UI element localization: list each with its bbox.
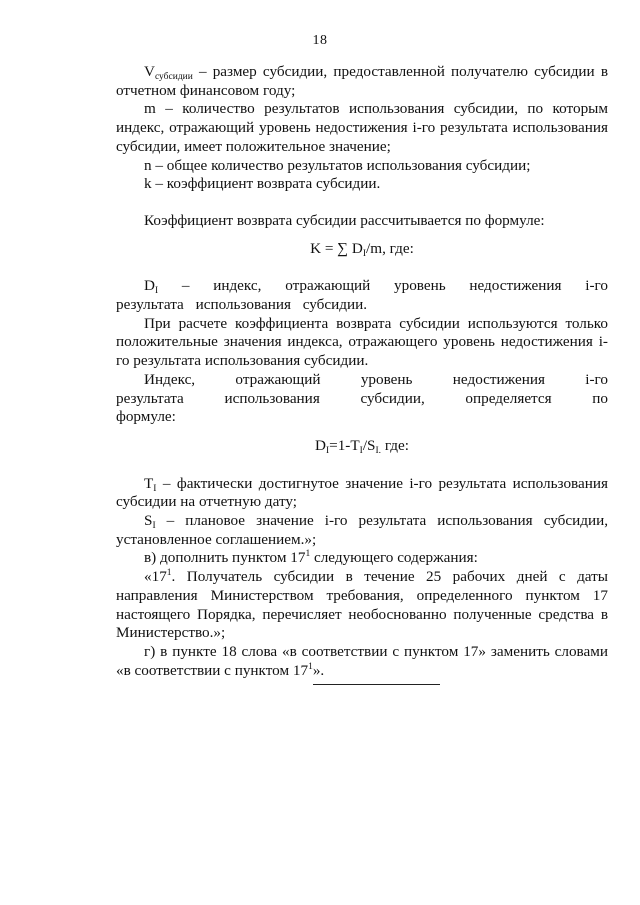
definition-v: [116, 63, 608, 100]
clause-17-1: [116, 568, 608, 643]
definition-n: n – общее количество результатов использования субсидии;: [144, 156, 531, 174]
v-subscript: субсидии: [154, 72, 193, 82]
t-subscript: I: [153, 483, 157, 494]
s-symbol: S: [144, 512, 153, 530]
d-formula-part-1: D: [315, 436, 326, 454]
page-number: 18: [312, 33, 328, 48]
amendment-g: [116, 643, 608, 680]
s-definition-text: – плановое значение i-го результата использования субсидии, установленное соглашением.»;: [116, 512, 608, 548]
t-symbol: T: [144, 474, 154, 492]
definition-d: [116, 277, 608, 314]
amendment-v-sup: 1: [305, 549, 311, 560]
v-definition-text: – размер субсидии, предоставленной получателю субсидии в отчетном финансовом году;: [116, 63, 608, 99]
d-formula: [116, 437, 608, 456]
amendment-v-suffix: следующего содержания:: [310, 549, 478, 567]
clause-17-1-text: . Получатель субсидии в течение 25 рабочих дней с даты направления Министерством требования, определенного пунктом 17 настоящего Порядка, перечисляет необоснованно полученные средства в Министерство.»;: [116, 568, 608, 642]
definition-k: k – коэффициент возврата субсидии.: [144, 175, 381, 193]
amendment-g-sup: 1: [308, 661, 313, 672]
definition-m: m – количество результатов использования субсидии, по которым индекс, отражающий уровень недостижения i-го результата использования субсидии, имеет положительное значение;: [116, 100, 608, 155]
index-formula-intro: Индекс, отражающий уровень недостижения i-го результата использования субсидии, определяется по формуле:: [116, 370, 608, 426]
k-formula-intro: Коэффициент возврата субсидии рассчитывается по формуле:: [144, 211, 545, 229]
k-formula: [116, 240, 608, 259]
d-formula-sub-1: I: [325, 445, 330, 456]
definition-s: [116, 512, 608, 549]
amendment-g-suffix: ».: [312, 661, 325, 679]
d-formula-part-2: =1-T: [329, 436, 360, 454]
positive-values-note: При расчете коэффициента возврата субсидии используются только положительные значения индекса, отражающего уровень недостижения i-го результата использования субсидии.: [116, 314, 608, 370]
d-symbol: D: [144, 277, 155, 295]
document-body: [116, 63, 608, 680]
v-symbol: V: [144, 63, 155, 80]
d-formula-sub-2: I: [359, 445, 363, 456]
d-formula-part-3: /S: [362, 436, 376, 454]
definition-t: [116, 475, 608, 512]
k-formula-subscript: I: [362, 248, 367, 259]
clause-17-1-open: «17: [144, 568, 167, 586]
k-formula-suffix: /m, где:: [366, 239, 414, 257]
amendment-v: [116, 549, 608, 568]
clause-17-1-sup: 1: [166, 568, 172, 579]
end-divider-line: [313, 684, 440, 685]
d-formula-sub-3: I.: [375, 445, 382, 456]
k-formula-prefix: K = ∑ D: [310, 239, 363, 257]
s-subscript: I: [152, 521, 156, 532]
t-definition-text: – фактически достигнутое значение i-го результата использования субсидии на отчетную дату;: [116, 474, 608, 511]
amendment-v-text: в) дополнить пунктом 17: [144, 549, 306, 567]
amendment-g-text: г) в пункте 18 слова «в соответствии с пунктом 17» заменить словами «в соответствии с пунктом 17: [116, 642, 608, 679]
d-definition-text: – индекс, отражающий уровень недостижения i-го результата использования субсидии.: [116, 277, 608, 314]
d-formula-part-4: где:: [381, 436, 409, 454]
d-subscript: I: [154, 286, 159, 297]
